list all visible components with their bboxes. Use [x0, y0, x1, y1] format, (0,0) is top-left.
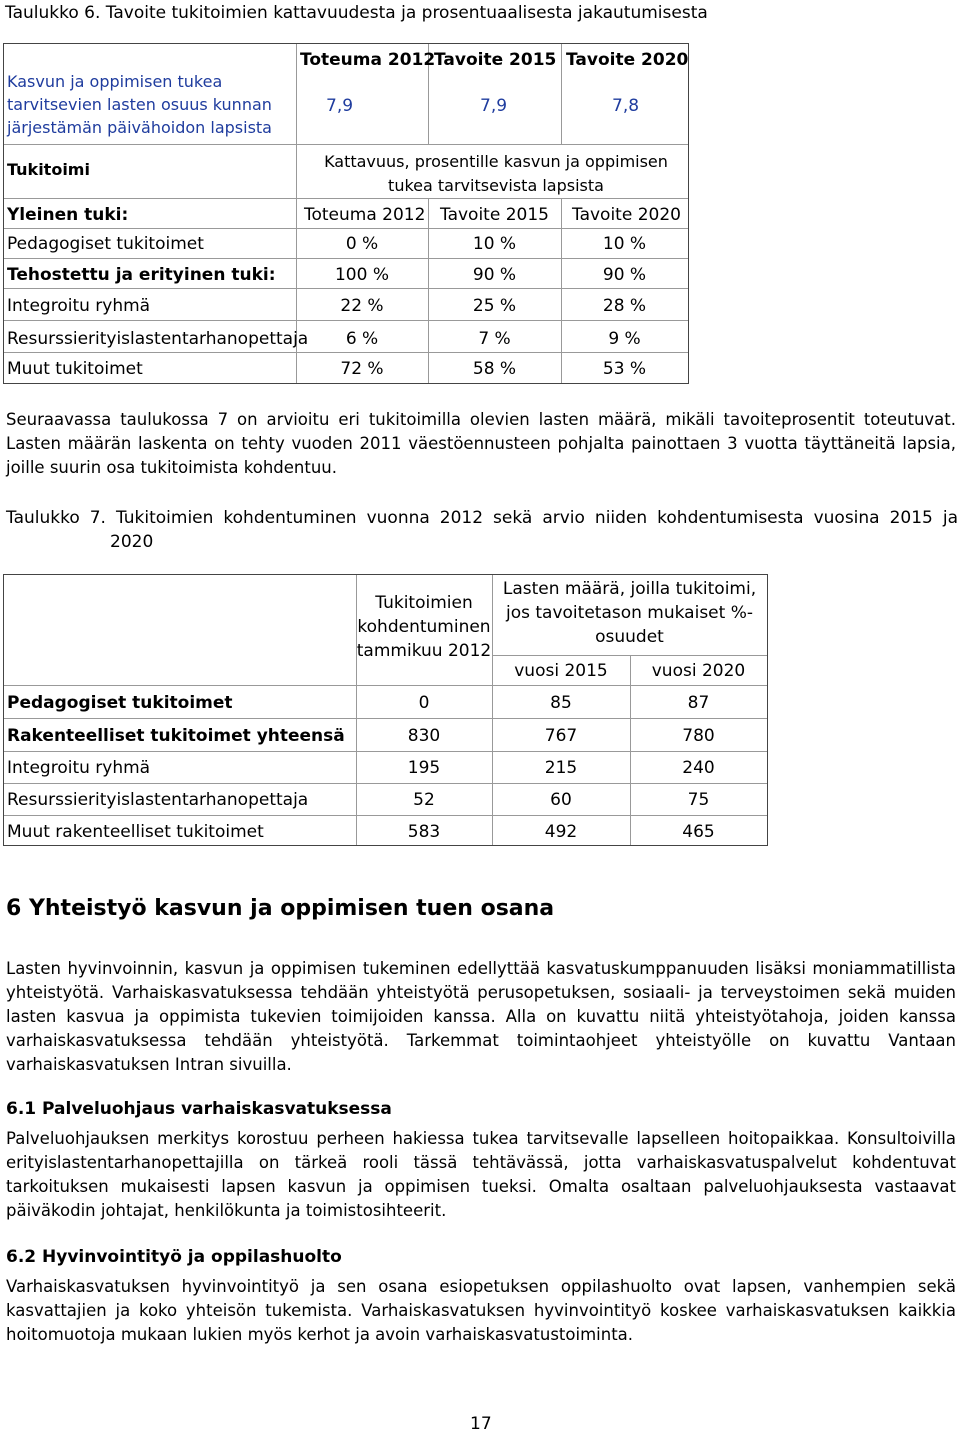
t6-cell: 9 % — [608, 329, 641, 349]
t6-yleinen-header-2015: Tavoite 2015 — [440, 205, 549, 225]
table6-caption: Taulukko 6. Tavoite tukitoimien kattavuudesta ja prosentuaalisesta jakautumisesta — [5, 3, 708, 23]
t6-cell: 22 % — [340, 296, 384, 316]
t6-cell: 6 % — [345, 329, 379, 349]
t6-cell: 58 % — [472, 359, 517, 379]
t6-yleinen-label: Yleinen tuki: — [7, 205, 129, 225]
t7-cell: 492 — [544, 822, 578, 842]
t6-cell: 7 % — [478, 329, 511, 349]
t6-coverage-label: Kattavuus, prosentille kasvun ja oppimisen tukea tarvitsevista lapsista — [324, 152, 668, 195]
t7-cell: 240 — [682, 758, 715, 778]
t7-cell: 767 — [544, 726, 578, 746]
t6-header-tavoite-2015: Tavoite 2015 — [434, 50, 557, 70]
t6-share-2012: 7,9 — [326, 96, 354, 116]
t6-cell: 0 % — [345, 234, 379, 254]
t6-share-2015: 7,9 — [480, 96, 508, 116]
t6-cell: 28 % — [602, 296, 647, 316]
t6-yleinen-header-2012: Toteuma 2012 — [304, 205, 426, 225]
table7-caption: Taulukko 7. Tukitoimien kohdentuminen vuonna 2012 sekä arvio niiden kohdentumisesta vuosina 2015 ja 2020 — [6, 508, 958, 552]
t7-cell: 780 — [682, 726, 715, 746]
t7-row-label: Integroitu ryhmä — [7, 758, 151, 778]
t7-cell: 215 — [544, 758, 578, 778]
t7-cell: 52 — [413, 790, 435, 810]
t6-cell: 10 % — [602, 234, 647, 254]
t7-row-label: Muut rakenteelliset tukitoimet — [7, 822, 264, 842]
t6-header-toteuma-2012: Toteuma 2012 — [300, 50, 436, 70]
t6-row-label: Resurssierityislastentarhanopettaja — [7, 329, 309, 349]
t6-share-label: Kasvun ja oppimisen tukea tarvitsevien lasten osuus kunnan järjestämän päivähoidon lapsista — [7, 72, 272, 137]
t7-cell: 830 — [407, 726, 441, 746]
t7-cell: 85 — [550, 693, 572, 713]
t7-cell: 195 — [407, 758, 441, 778]
t6-cell: 100 % — [334, 265, 389, 285]
page-number: 17 — [470, 1414, 492, 1434]
table7 — [3, 574, 768, 846]
t6-cell: 10 % — [472, 234, 517, 254]
t6-row-label: Tehostettu ja erityinen tuki: — [7, 265, 276, 285]
t7-cell: 60 — [550, 790, 572, 810]
t6-header-tavoite-2020: Tavoite 2020 — [566, 50, 689, 70]
section61-text: Palveluohjauksen merkitys korostuu perheen hakiessa tukea tarvitsevalle lapselleen hoitopaikkaa. Konsultoivilla erityislastentarhanopettajilla on tärkeä rooli tässä tehtävässä, jotta varhaiskasvatuspalvelut kohdentuvat tarkoituksen mukaisesti lapsen kasvun ja oppimisen tueksi. Omalta osaltaan palveluohjauksesta vastaavat päiväkodin johtajat, henkilökunta ja toimistosihteerit. — [6, 1129, 956, 1220]
t6-row-label: Pedagogiset tukitoimet — [7, 234, 204, 254]
t7-cell: 0 — [418, 693, 430, 713]
t6-cell: 25 % — [472, 296, 517, 316]
t7-header-2020: vuosi 2020 — [651, 661, 746, 681]
t6-yleinen-header-2020: Tavoite 2020 — [572, 205, 681, 225]
t7-row-label: Resurssierityislastentarhanopettaja — [7, 790, 309, 810]
section6-heading: 6 Yhteistyö kasvun ja oppimisen tuen osana — [6, 896, 555, 921]
table6 — [3, 43, 689, 384]
t6-cell: 72 % — [340, 359, 384, 379]
section6-text: Lasten hyvinvoinnin, kasvun ja oppimisen tukeminen edellyttää kasvatuskumppanuuden lisäksi moniammatillista yhteistyötä. Varhaiskasvatuksessa tehdään yhteistyötä perusopetuksen, sosiaali- ja terveystoimen sekä muiden lasten kasvua ja oppimista tukevien toimijoiden kanssa. Alla on kuvattu niitä yhteistyötahoja, joiden kanssa varhaiskasvatuksessa tehdään yhteistyötä. Tarkemmat toimintaohjeet yhteistyölle on kuvattu Vantaan varhaiskasvatuksen Intran sivuilla. — [6, 959, 956, 1074]
t6-cell: 90 % — [602, 265, 647, 285]
t7-col1-header: Tukitoimien kohdentuminen tammikuu 2012 — [356, 593, 492, 661]
intro-paragraph: Seuraavassa taulukossa 7 on arvioitu eri tukitoimilla olevien lasten määrä, mikäli tavoiteprosentit toteutuvat. Lasten määrän laskenta on tehty vuoden 2011 väestöennusteen pohjalta painottaen 3 vuotta täyttäneitä lapsia, joille suurin osa tukitoimista kohdentuu. — [6, 410, 956, 477]
t7-col2-header: Lasten määrä, joilla tukitoimi, jos tavoitetason mukaiset %- osuudet — [502, 579, 757, 647]
t7-cell: 87 — [687, 693, 710, 713]
t6-cell: 90 % — [472, 265, 517, 285]
section61-heading: 6.1 Palveluohjaus varhaiskasvatuksessa — [6, 1099, 392, 1119]
t6-cell: 53 % — [602, 359, 647, 379]
t7-cell: 465 — [682, 822, 715, 842]
t7-cell: 583 — [407, 822, 441, 842]
t7-header-2015: vuosi 2015 — [514, 661, 608, 681]
t7-row-label: Pedagogiset tukitoimet — [7, 693, 233, 713]
t6-row-label: Integroitu ryhmä — [7, 296, 151, 316]
section62-text: Varhaiskasvatuksen hyvinvointityö ja sen osana esiopetuksen oppilashuolto ovat lapsen, vanhempien sekä kasvattajien ja koko yhteisön tukemista. Varhaiskasvatuksen hyvinvointityö koskee varhaiskasvatuksen kaikkia hoitomuotoja mukaan lukien myös kerhot ja avoin varhaiskasvatustoiminta. — [6, 1277, 956, 1344]
t7-cell: 75 — [687, 790, 710, 810]
t6-row-label: Muut tukitoimet — [7, 359, 143, 379]
t7-row-label: Rakenteelliset tukitoimet yhteensä — [7, 726, 345, 746]
t6-tukitoimi-label: Tukitoimi — [7, 160, 90, 179]
t6-share-2020: 7,8 — [612, 96, 640, 116]
section62-heading: 6.2 Hyvinvointityö ja oppilashuolto — [6, 1247, 342, 1267]
